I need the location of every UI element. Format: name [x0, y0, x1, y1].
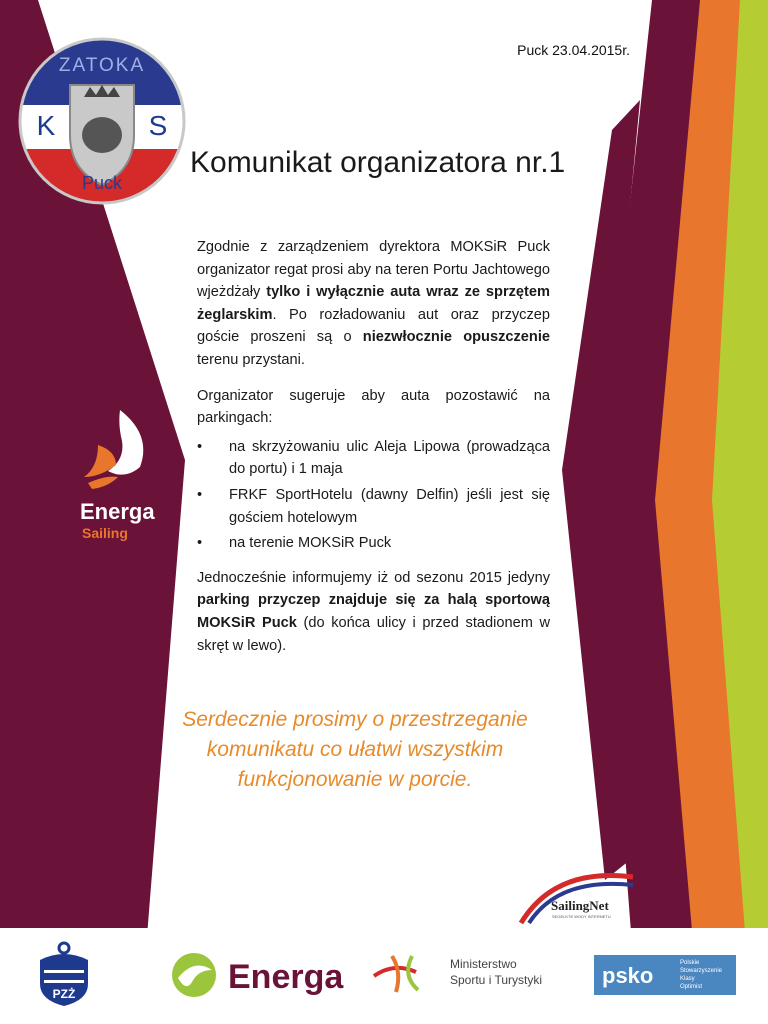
ministry-logo — [372, 948, 552, 998]
club-logo-bottom: Puck — [81, 173, 123, 193]
list-item: • FRKF SportHotelu (dawny Delfin) jeśli jest się gościem hotelowym — [197, 484, 550, 529]
bold-text: tylko i wyłącznie auta wraz ze sprzętem żeglarskim — [197, 284, 550, 323]
closing-note: Serdecznie prosimy o przestrzeganie komunikatu co ułatwi wszystkim funkcjonowanie w porcie. — [182, 708, 528, 791]
document-date: Puck 23.04.2015r. — [517, 42, 630, 58]
page-title: Komunikat organizatora nr.1 — [190, 146, 566, 179]
psko-logo — [594, 955, 736, 995]
pzz-logo — [36, 940, 92, 1008]
psko-line: Polskie — [680, 960, 700, 966]
text-run: . Po rozładowaniu aut oraz przyczep goście proszeni są o — [197, 306, 550, 346]
bullet-icon: • — [197, 535, 203, 552]
club-logo-right: S — [148, 110, 168, 141]
sailingnet-name: SailingNet — [551, 898, 609, 913]
energa-sailing-sub: Sailing — [82, 525, 128, 541]
paragraph-3 — [197, 567, 550, 657]
psko-line: Klasy — [680, 976, 695, 982]
text-run: Zgodnie z zarządzeniem dyrektora MOKSiR Puck organizator regat prosi aby na teren Portu Jachtowego wjeżdżały — [197, 239, 550, 301]
energa-sailing-logo — [70, 405, 170, 545]
pzz-text: PZŻ — [52, 987, 76, 1001]
energa-sailing-word: Energa — [80, 499, 155, 524]
psko-word: psko — [602, 963, 654, 988]
psko-line: Stowarzyszenie — [680, 968, 723, 974]
parking-list — [197, 436, 550, 555]
list-item: • na skrzyżowaniu ulic Aleja Lipowa (prowadząca do portu) i 1 maja — [197, 436, 550, 481]
sailingnet-tagline: SEGELKTE WODY INTERNETU — [552, 914, 611, 919]
bold-text: parking przyczep znajduje się za halą sportową MOKSiR Puck — [197, 592, 550, 631]
paragraph-1 — [197, 236, 550, 372]
text-run: (do końca ulicy i przed stadionem w skręt w lewo). — [197, 614, 551, 654]
bold-text: niezwłocznie opuszczenie — [362, 329, 550, 346]
announcement-body — [197, 236, 550, 670]
ministry-line2: Sportu i Turystyki — [450, 973, 543, 987]
energa-logo — [168, 948, 348, 1002]
text-run: terenu przystani. — [197, 351, 305, 368]
club-logo-left: K — [36, 110, 56, 141]
bullet-icon: • — [197, 438, 203, 455]
club-logo — [18, 35, 186, 207]
ministry-line1: Ministerstwo — [450, 957, 517, 971]
psko-line: Optimist — [680, 984, 703, 990]
sailingnet-logo — [515, 865, 640, 927]
energa-word: Energa — [228, 958, 344, 996]
text-run: Jednocześnie informujemy iż od sezonu 2015 jedyny — [197, 569, 550, 586]
list-item: • na terenie MOKSiR Puck — [197, 532, 550, 555]
club-logo-top: ZATOKA — [58, 55, 146, 76]
paragraph-2: Organizator sugeruje aby auta pozostawić na parkingach: — [197, 387, 550, 427]
bullet-icon: • — [197, 486, 203, 503]
